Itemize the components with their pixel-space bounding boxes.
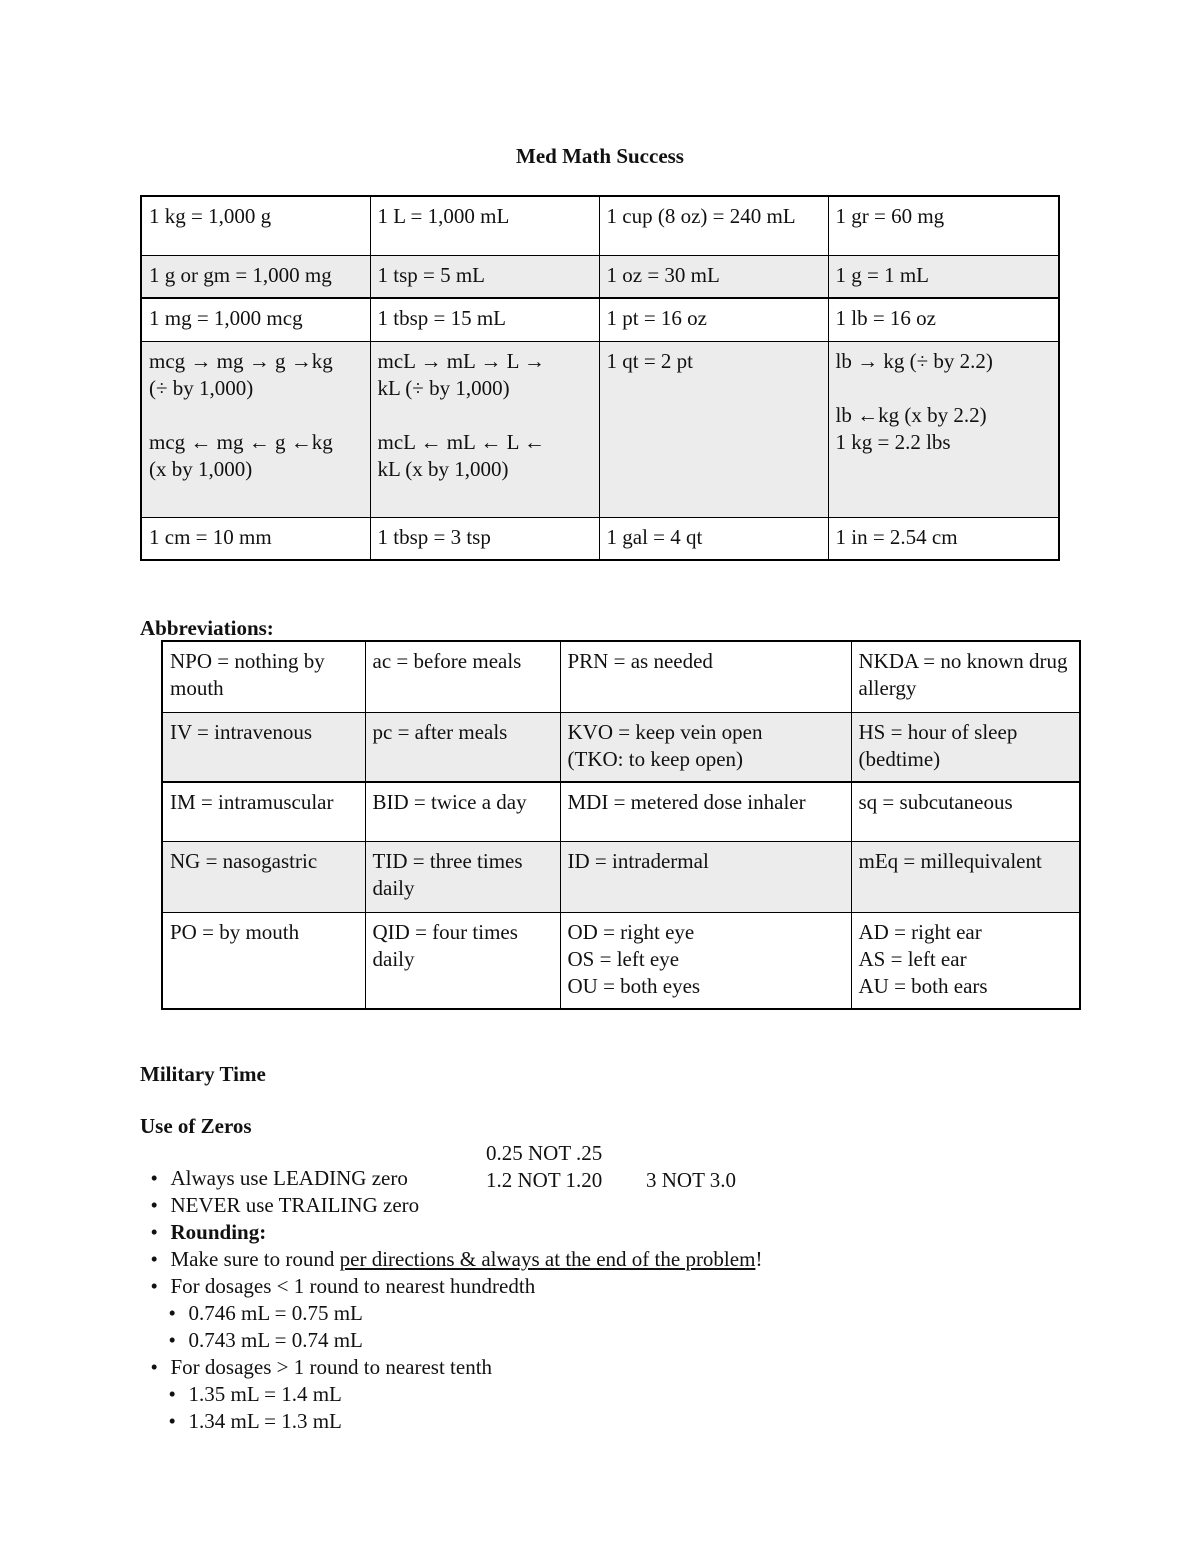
bullet: • [168,1409,176,1433]
list-item: • 0.746 mL = 0.75 mL [168,1301,363,1325]
bullet: • [150,1274,158,1298]
conversion-cell: 1 g or gm = 1,000 mg [141,255,370,298]
abbreviation-cell: QID = four times daily [365,912,560,1009]
bullet: • [168,1328,176,1352]
trailing-zero-example: 3 NOT 3.0 [646,1168,737,1192]
abbreviation-cell: MDI = metered dose inhaler [560,782,851,841]
abbreviations-heading: Abbreviations: [140,616,274,640]
conversion-cell: 1 mg = 1,000 mcg [141,298,370,341]
conversion-cell: 1 oz = 30 mL [599,255,828,298]
bullet: • [150,1193,158,1217]
abbreviation-cell: TID = three times daily [365,841,560,912]
abbreviation-cell: KVO = keep vein open (TKO: to keep open) [560,712,851,782]
list-item: • NEVER use TRAILING zero [150,1193,420,1217]
abbreviation-cell: mEq = millequivalent [851,841,1080,912]
abbreviation-cell: OD = right eye OS = left eye OU = both eyes [560,912,851,1009]
abbreviation-cell: PO = by mouth [162,912,365,1009]
use-of-zeros-heading: Use of Zeros [140,1114,252,1138]
abbreviation-cell: sq = subcutaneous [851,782,1080,841]
list-item: • 1.35 mL = 1.4 mL [168,1382,342,1406]
list-item: • 0.743 mL = 0.74 mL [168,1328,363,1352]
conversion-cell: 1 cup (8 oz) = 240 mL [599,196,828,255]
abbreviation-cell: ID = intradermal [560,841,851,912]
abbreviation-cell: pc = after meals [365,712,560,782]
conversion-cell: 1 gal = 4 qt [599,517,828,560]
abbreviation-cell: ac = before meals [365,641,560,712]
list-item: • Make sure to round per directions & always at the end of the problem! [150,1247,763,1271]
list-item: • For dosages > 1 round to nearest tenth [150,1355,493,1379]
page-title: Med Math Success [516,144,684,168]
conversion-cell: 1 g = 1 mL [828,255,1059,298]
conversion-table [140,195,1060,561]
conversion-cell: 1 tbsp = 15 mL [370,298,599,341]
bullet: • [150,1220,158,1244]
military-time-heading: Military Time [140,1062,266,1086]
abbreviation-cell: IV = intravenous [162,712,365,782]
conversion-cell: 1 kg = 1,000 g [141,196,370,255]
conversion-cell: 1 cm = 10 mm [141,517,370,560]
conversion-cell: 1 pt = 16 oz [599,298,828,341]
abbreviation-cell: NG = nasogastric [162,841,365,912]
bullet: • [168,1382,176,1406]
conversion-cell: 1 gr = 60 mg [828,196,1059,255]
conversion-cell: 1 lb = 16 oz [828,298,1059,341]
rounding-heading: Rounding: [170,1220,267,1244]
list-item: • 1.34 mL = 1.3 mL [168,1409,342,1433]
list-item: • Always use LEADING zero [150,1166,408,1190]
abbreviation-cell: BID = twice a day [365,782,560,841]
conversion-cell: mcL → mL → L → kL (÷ by 1,000) mcL ← mL ← L ← kL (x by 1,000) [370,341,599,517]
abbreviation-cell: PRN = as needed [560,641,851,712]
leading-zero-example: 0.25 NOT .25 [486,1141,603,1165]
conversion-cell: mcg → mg → g →kg (÷ by 1,000) mcg ← mg ← g ←kg (x by 1,000) [141,341,370,517]
conversion-cell: 1 qt = 2 pt [599,341,828,517]
conversion-cell: lb → kg (÷ by 2.2) lb ←kg (x by 2.2) 1 kg = 2.2 lbs [828,341,1059,517]
conversion-cell: 1 L = 1,000 mL [370,196,599,255]
conversion-cell: 1 in = 2.54 cm [828,517,1059,560]
abbreviations-table [161,640,1081,1010]
bullet: • [150,1247,158,1271]
bullet: • [168,1301,176,1325]
list-item: • For dosages < 1 round to nearest hundredth [150,1274,536,1298]
abbreviation-cell: NPO = nothing by mouth [162,641,365,712]
abbreviation-cell: IM = intramuscular [162,782,365,841]
bullet: • [150,1355,158,1379]
conversion-cell: 1 tsp = 5 mL [370,255,599,298]
abbreviation-cell: HS = hour of sleep (bedtime) [851,712,1080,782]
trailing-zero-example: 1.2 NOT 1.20 [486,1168,603,1192]
bullet: • [150,1166,158,1190]
abbreviation-cell: NKDA = no known drug allergy [851,641,1080,712]
conversion-cell: 1 tbsp = 3 tsp [370,517,599,560]
abbreviation-cell: AD = right ear AS = left ear AU = both ears [851,912,1080,1009]
